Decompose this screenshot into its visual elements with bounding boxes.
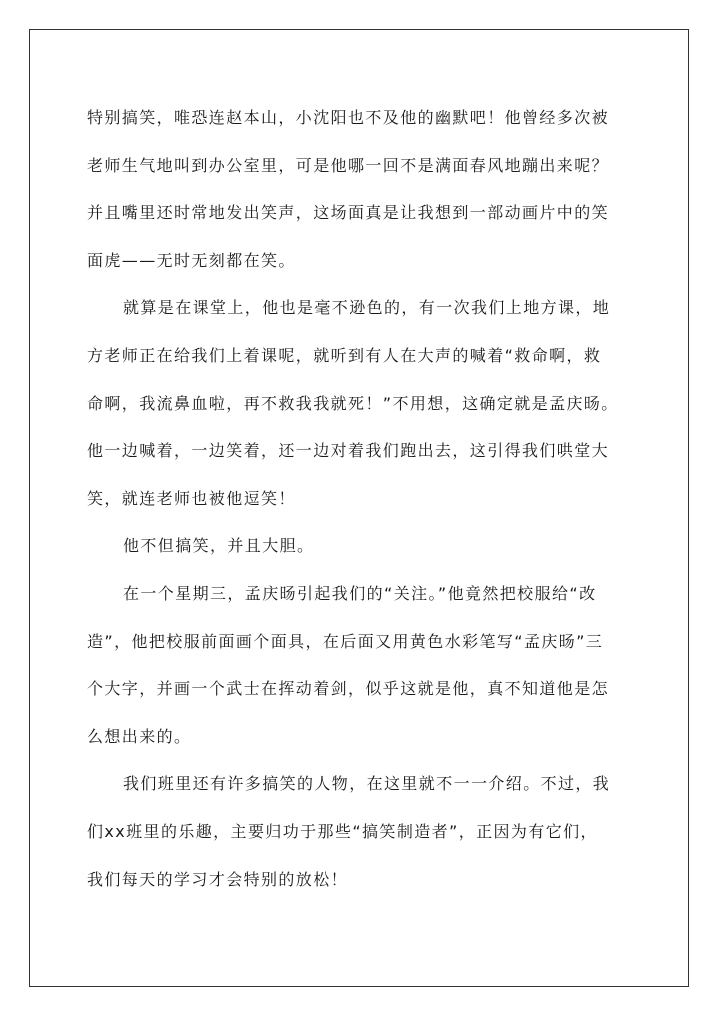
text-line: 造”，他把校服前面画个面具，在后面又用黄色水彩笔写“孟庆旸”三 [87, 631, 604, 651]
text-line: 老师生气地叫到办公室里，可是他哪一回不是满面春风地蹦出来呢？ [87, 155, 610, 175]
paragraph-start-line: 我们班里还有许多搞笑的人物，在这里就不一一介绍。不过，我 [123, 774, 611, 794]
paragraph-start-line: 就算是在课堂上，他也是毫不逊色的，有一次我们上地方课，地 [123, 298, 611, 318]
text-line: 方老师正在给我们上着课呢，就听到有人在大声的喊着“救命啊，救 [87, 345, 602, 365]
text-line: 特别搞笑，唯恐连赵本山，小沈阳也不及他的幽默吧！他曾经多次被 [87, 108, 610, 127]
text-line: 我们每天的学习才会特别的放松！ [87, 869, 349, 889]
text-line: 命啊，我流鼻血啦，再不救我我就死！”不用想，这确定就是孟庆旸。 [87, 393, 619, 413]
text-line: 么想出来的。 [87, 726, 192, 746]
text-line: 他一边喊着，一边笑着，还一边对着我们跑出去，这引得我们哄堂大 [87, 441, 610, 461]
text-line: 笑，就连老师也被他逗笑！ [87, 488, 296, 508]
text-line: 们xx班里的乐趣，主要归功于那些“搞笑制造者”，正因为有它们， [87, 821, 598, 841]
text-line: 面虎——无时无刻都在笑。 [87, 250, 296, 270]
text-line: 并且嘴里还时常地发出笑声，这场面真是让我想到一部动画片中的笑 [87, 203, 610, 223]
paragraph-start-line: 在一个星期三，孟庆旸引起我们的“关注。”他竟然把校服给“改 [123, 583, 597, 603]
document-body [87, 94, 635, 903]
text-line: 个大字，并画一个武士在挥动着剑，似乎这就是他，真不知道他是怎 [87, 679, 610, 699]
paragraph-start-line: 他不但搞笑，并且大胆。 [123, 536, 315, 556]
